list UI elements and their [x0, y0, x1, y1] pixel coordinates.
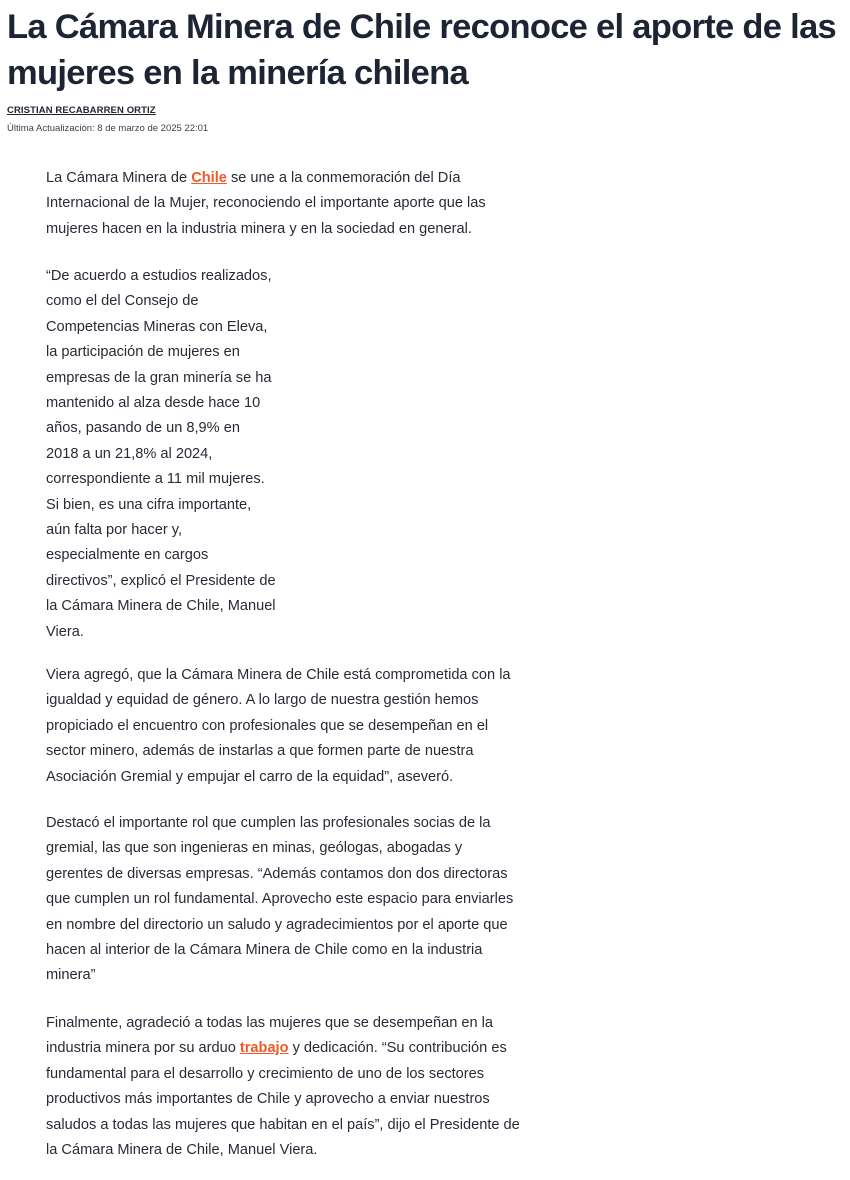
- paragraph-1-text-before: La Cámara Minera de: [46, 170, 192, 186]
- last-updated: [7, 123, 208, 134]
- author-link[interactable]: CRISTIAN RECABARREN ORTIZ: [7, 105, 156, 116]
- chile-tag-link[interactable]: Chile: [191, 170, 227, 186]
- article-title: La Cámara Minera de Chile reconoce el aporte de las mujeres en la minería chilena: [7, 8, 837, 92]
- article-paragraph-5: [46, 1011, 521, 1163]
- paragraph-5-text-before: Finalmente, agradeció a todas las mujeres que se desempeñan en la industria minera por su arduo: [46, 1015, 494, 1057]
- paragraph-1-text-after: se une a la conmemoración del Día Internacional de la Mujer, reconociendo el importante aporte que las mujeres hacen en la industria minera y en la sociedad en general.: [46, 170, 486, 237]
- paragraph-5-text-after: y dedicación. “Su contribución es fundamental para el desarrollo y crecimiento de uno de los sectores productivos más importantes de Chile y aprovecho a enviar nuestros saludos a todas las mujeres que habitan en el país”, dijo el Presidente de la Cámara Minera de Chile, Manuel Viera.: [46, 1040, 520, 1159]
- article-paragraph-2-quote: “De acuerdo a estudios realizados, como el del Consejo de Competencias Mineras con Eleva, la participación de mujeres en empresas de la gran minería se ha mantenido al alza desde hace 10 años, pasando de un 8,9% en 2018 a un 21,8% al 2024, correspondiente a 11 mil mujeres. Si bien, es una cifra importante, aún falta por hacer y, especialmente en cargos directivos”, explicó el Presidente de la Cámara Minera de Chile, Manuel Viera.: [46, 268, 276, 640]
- article-paragraph-3: Viera agregó, que la Cámara Minera de Chile está comprometida con la igualdad y equidad de género. A lo largo de nuestra gestión hemos propiciado el encuentro con profesionales que se desempeñan en el sector minero, además de instarlas a que formen parte de nuestra Asociación Gremial y empujar el carro de la equidad”, aseveró.: [46, 667, 511, 785]
- trabajo-tag-link[interactable]: trabajo: [239, 1040, 289, 1057]
- last-updated-date: 8 de marzo de 2025 22:01: [97, 123, 209, 134]
- last-updated-label: Última Actualización:: [7, 123, 95, 134]
- article-paragraph-1: [46, 166, 521, 242]
- article-paragraph-4: Destacó el importante rol que cumplen las profesionales socias de la gremial, las que son ingenieras en minas, geólogas, abogadas y gerentes de diversas empresas. “Además contamos don dos directoras que cumplen un rol fundamental. Aprovecho este espacio para enviarles en nombre del directorio un saludo y agradecimientos por el aporte que hacen al interior de la Cámara Minera de Chile como en la industria minera”: [46, 815, 514, 984]
